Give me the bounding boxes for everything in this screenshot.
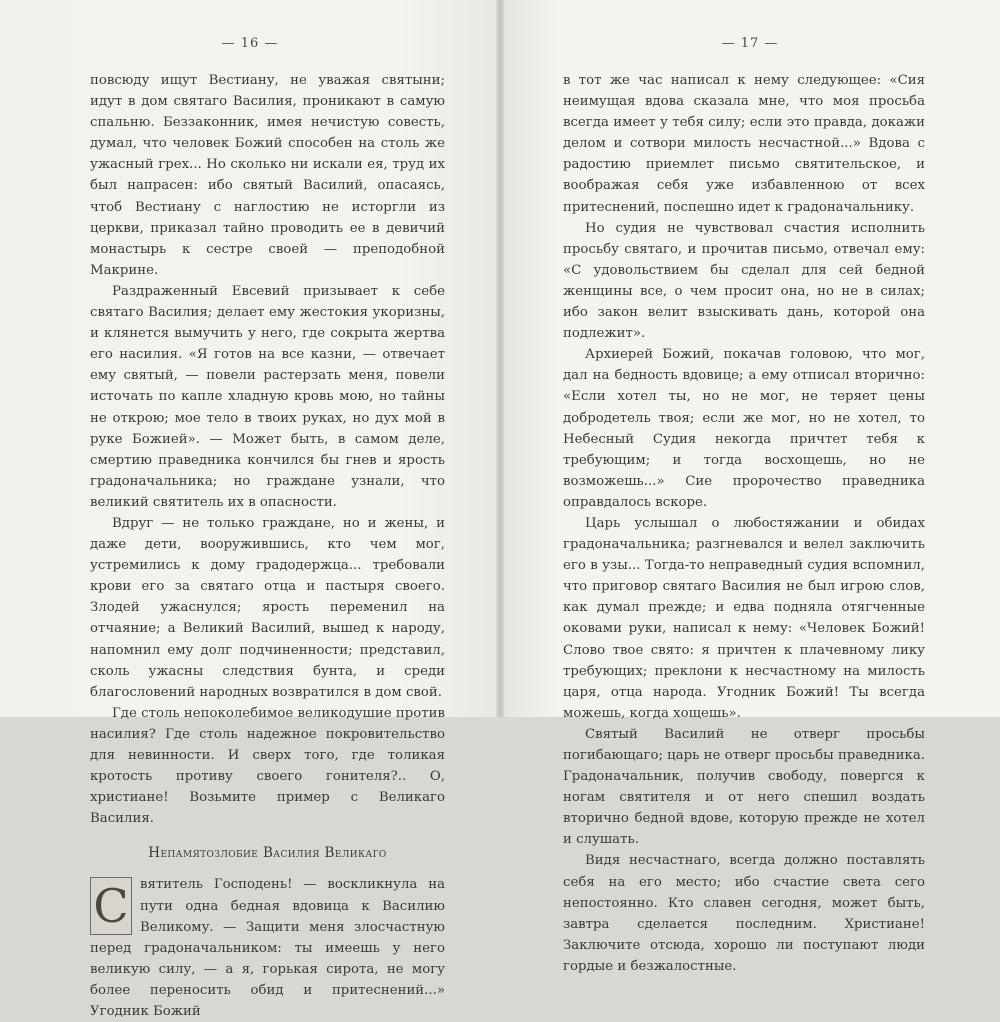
right-page-text xyxy=(563,70,925,977)
dropcap-letter: С xyxy=(90,877,132,935)
book-gutter xyxy=(496,0,504,717)
paragraph: Но судия не чувствовал счастия исполнить просьбу святаго, и прочитав письмо, отвечал ему: «С удовольствием бы сделал для сей бедной женщины все, о чем просит она, но не в силах; ибо закон велит взыскивать дань, которой она подлежит». xyxy=(563,220,925,342)
page-number-left: — 16 — xyxy=(221,36,279,51)
drop-paragraph-text: вятитель Господень! — воскликнула на пути одна бедная вдовица к Василию Великому. — Защити меня злосчастную перед градоначальником: ты имеешь у него великую силу, — а я, горькая сирота, не могу более переносить обид и притеснений...» Угодник Божий xyxy=(90,877,445,1020)
paragraph: Царь услышал о любостяжании и обидах градоначальника; разгневался и велел заключить его в узы... Тогда-то неправедный судия вспомнил, что приговор святаго Василия не был игрою слов, как думал прежде; и едва подняла отягченные оковами руки, написал к нему: «Человек Божий! Слово твое свято: я причтен к плачевному лику требующих; преклони к несчастному на милость царя, отца народа. Угодник Божий! Ты всегда можешь, когда хощешь». xyxy=(563,515,925,721)
left-page xyxy=(0,0,500,1020)
paragraph: Архиерей Божий, покачав головою, что мог, дал на бедность вдовице; а ему отписал вторично: «Если хотел ты, но не мог, не теряет цены добродетель твоя; если же мог, но не хотел, то Небесный Судия некогда причтет тебя к требующим; и тогда восхощешь, но не возможешь...» Сие пророчество праведника оправдалось вскоре. xyxy=(563,347,925,510)
paragraph: повсюду ищут Вестиану, не уважая святыни; идут в дом святаго Василия, проникают в самую спальню. Беззаконник, имея нечистую совесть, думал, что человек Божий способен на столь же ужасный грех... Но сколько ни искали ея, труд их был напрасен: ибо святый Василий, опасаясь, чтоб Вестиану с наглостию не исторгли из церкви, приказал тайно проводить ее в девичий монастырь к сестре своей — преподобной Макрине. xyxy=(90,73,445,278)
paragraph: в тот же час написал к нему следующее: «Сия неимущая вдова сказала мне, что моя просьба всегда имеет у тебя силу; если это правда, докажи делом и сотвори милость несчастной...» Вдова с радостию приемлет письмо святительское, и воображая себя уже избавленною от всех притеснений, поспешно идет к градоначальнику. xyxy=(563,73,925,215)
paragraph: Видя несчастнаго, всегда должно поставлять себя на его место; ибо счастие света сего непостоянно. Кто славен сегодня, может быть, завтра сделается последним. Христиане! Заключите отсюда, хорошо ли поступают люди гордые и безжалостные. xyxy=(563,853,925,974)
paragraph: Где столь непоколебимое великодушие против насилия? Где столь надежное покровительство для невинности. И сверх того, где толикая кротость противу своего гонителя?.. О, христиане! Возьмите пример с Великаго Василия. xyxy=(90,705,445,827)
drop-paragraph xyxy=(90,874,445,1022)
paragraph: Вдруг — не только граждане, но и жены, и даже дети, вооружившись, кто чем мог, устремились к дому градодержца... требовали крови его за святаго отца и пастыря своего. Злодей ужаснулся; ярость переменил на отчаяние; а Великий Василий, вышед к народу, напомнил ему долг подчиненности; представил, сколь ужасны следствия бунта, и среди благословений народных возвратился в дом свой. xyxy=(90,515,445,700)
page-number-right: — 17 — xyxy=(721,36,779,51)
left-page-text xyxy=(90,70,445,1022)
paragraph: Раздраженный Евсевий призывает к себе святаго Василия; делает ему жестокия укоризны, и клянется вымучить у него, где сокрыта жертва его насилия. «Я готов на все казни, — отвечает ему святый, — повели растерзать меня, повели источать по капле хладную кровь мою, но тайны не открою; мое тело в твоих руках, но дух мой в руке Божией». — Может быть, в самом деле, смертию праведника кончился бы гнев и ярость градоначальника; но граждане узнали, что великий святитель их в опасности. xyxy=(90,283,445,510)
paragraph: Святый Василий не отверг просьбы погибающаго; царь не отверг просьбы праведника. Градоначальник, получив свободу, повергся к ногам святителя и от него спешил воздать вторично бедной вдове, которую прежде не хотел и слушать. xyxy=(563,726,925,848)
section-heading: Непамятозлобие Василия Великаго xyxy=(148,845,387,862)
